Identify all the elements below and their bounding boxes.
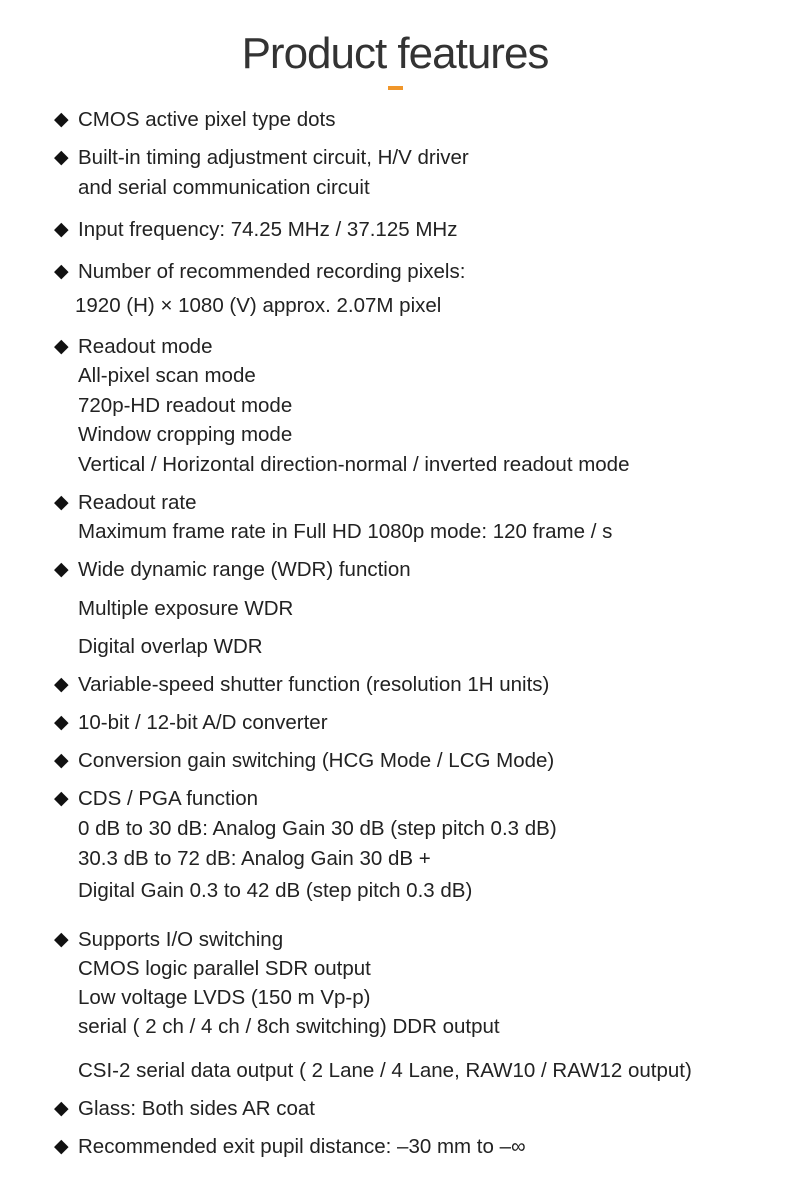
- feature-item-text: Multiple exposure WDR: [78, 597, 294, 620]
- bullet-diamond-icon: ◆: [54, 712, 69, 733]
- bullet-diamond-icon: ◆: [54, 788, 69, 809]
- bullet-diamond-icon: ◆: [54, 929, 69, 950]
- feature-item-text: Variable-speed shutter function (resolution 1H units): [78, 673, 550, 696]
- feature-item-text: serial ( 2 ch / 4 ch / 8ch switching) DDR output: [78, 1015, 500, 1038]
- feature-item-text: Digital Gain 0.3 to 42 dB (step pitch 0.3 dB): [78, 879, 473, 902]
- feature-item-text: and serial communication circuit: [78, 176, 370, 199]
- feature-item-text: 1920 (H) × 1080 (V) approx. 2.07M pixel: [75, 294, 442, 317]
- bullet-diamond-icon: ◆: [54, 261, 69, 282]
- feature-item-text: CMOS logic parallel SDR output: [78, 957, 371, 980]
- feature-item-text: Number of recommended recording pixels:: [78, 260, 466, 283]
- feature-item-text: 30.3 dB to 72 dB: Analog Gain 30 dB +: [78, 847, 431, 870]
- feature-item-text: CDS / PGA function: [78, 787, 259, 810]
- feature-item-text: Readout rate: [78, 491, 197, 514]
- feature-item-text: Glass: Both sides AR coat: [78, 1097, 316, 1120]
- feature-item-text: Window cropping mode: [78, 423, 293, 446]
- bullet-diamond-icon: ◆: [54, 1098, 69, 1119]
- feature-item-text: Digital overlap WDR: [78, 635, 263, 658]
- feature-item-text: Vertical / Horizontal direction-normal / inverted readout mode: [78, 453, 630, 476]
- bullet-diamond-icon: ◆: [54, 147, 69, 168]
- bullet-diamond-icon: ◆: [54, 674, 69, 695]
- feature-item-text: 10-bit / 12-bit A/D converter: [78, 711, 328, 734]
- feature-item-text: Recommended exit pupil distance: –30 mm to –∞: [78, 1135, 526, 1158]
- bullet-diamond-icon: ◆: [54, 750, 69, 771]
- bullet-diamond-icon: ◆: [54, 559, 69, 580]
- feature-item-text: 0 dB to 30 dB: Analog Gain 30 dB (step pitch 0.3 dB): [78, 817, 557, 840]
- bullet-diamond-icon: ◆: [54, 109, 69, 130]
- feature-item-text: 720p-HD readout mode: [78, 394, 293, 417]
- bullet-diamond-icon: ◆: [54, 492, 69, 513]
- feature-item-text: CMOS active pixel type dots: [78, 108, 336, 131]
- feature-item-text: Supports I/O switching: [78, 928, 284, 951]
- bullet-diamond-icon: ◆: [54, 1136, 69, 1157]
- feature-item-text: Conversion gain switching (HCG Mode / LCG Mode): [78, 749, 555, 772]
- feature-item-text: Input frequency: 74.25 MHz / 37.125 MHz: [78, 218, 458, 241]
- feature-item-text: Readout mode: [78, 335, 213, 358]
- bullet-diamond-icon: ◆: [54, 219, 69, 240]
- feature-item-text: Built-in timing adjustment circuit, H/V driver: [78, 146, 469, 169]
- title-accent-bar: [388, 86, 403, 90]
- feature-item-text: All-pixel scan mode: [78, 364, 256, 387]
- bullet-diamond-icon: ◆: [54, 336, 69, 357]
- feature-item-text: CSI-2 serial data output ( 2 Lane / 4 Lane, RAW10 / RAW12 output): [78, 1059, 692, 1082]
- feature-item-text: Maximum frame rate in Full HD 1080p mode: 120 frame / s: [78, 520, 613, 543]
- feature-item-text: Low voltage LVDS (150 m Vp-p): [78, 986, 371, 1009]
- feature-item-text: Wide dynamic range (WDR) function: [78, 558, 411, 581]
- page-title: Product features: [241, 29, 549, 78]
